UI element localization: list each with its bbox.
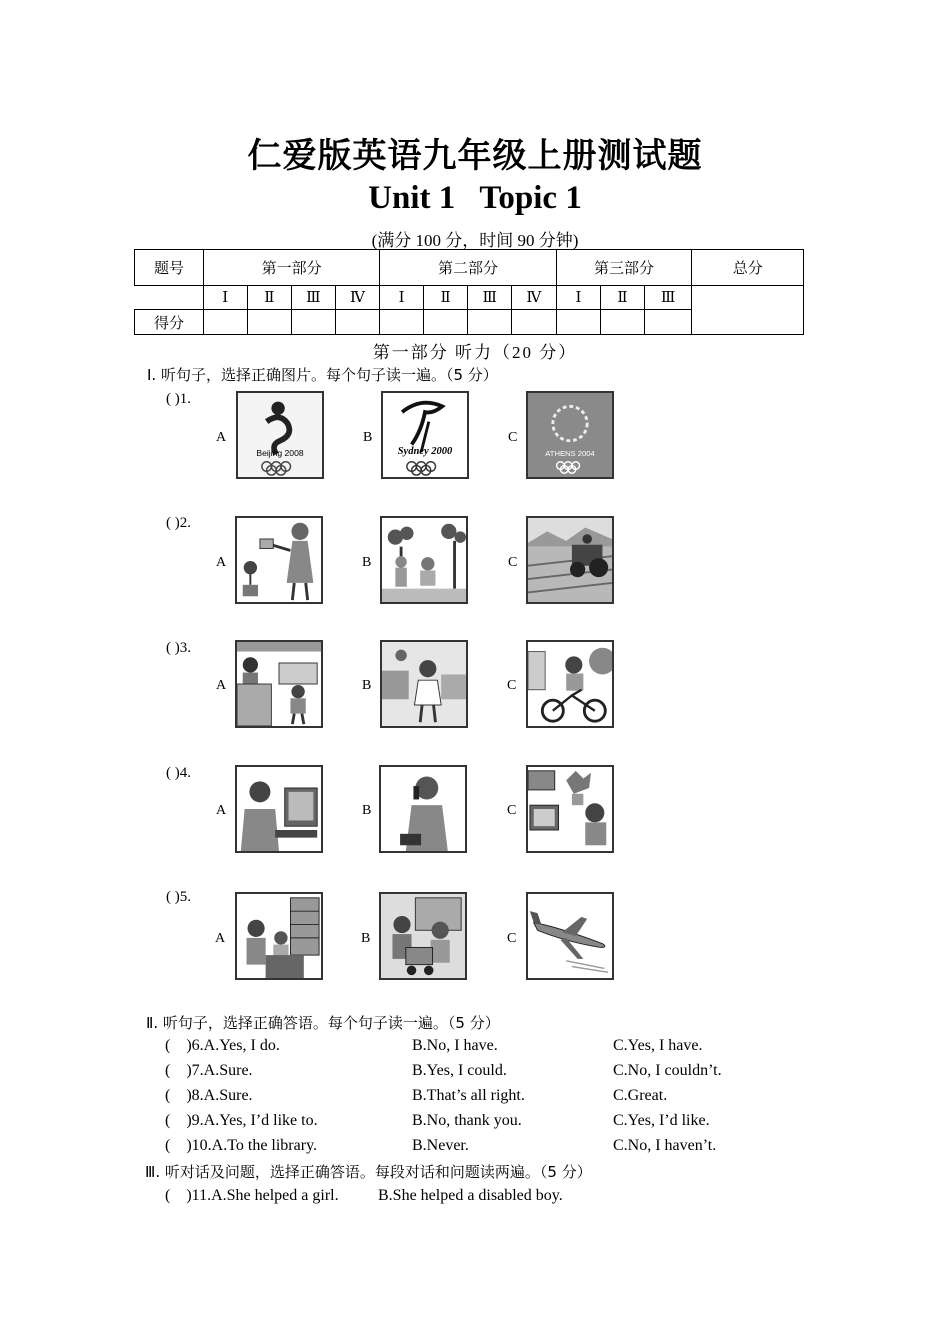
score-header-part1: 第一部分 xyxy=(203,250,379,286)
score-col: Ⅰ xyxy=(380,286,424,310)
score-time-note: (满分 100 分，时间 90 分钟) xyxy=(371,231,579,250)
sydney-2000-caption: Sydney 2000 xyxy=(397,446,453,458)
option-label: C xyxy=(508,555,518,570)
score-cell xyxy=(468,310,512,335)
q7-option-c: C.No, I couldn’t. xyxy=(613,1062,722,1079)
score-header-part2: 第二部分 xyxy=(380,250,556,286)
option-label: A xyxy=(215,931,226,946)
children-planting-trees-picture xyxy=(380,516,468,604)
option-label: A xyxy=(216,803,227,818)
q7-option-b: B.Yes, I could. xyxy=(412,1062,507,1079)
q10-option-a: ( )10.A.To the library. xyxy=(165,1137,318,1154)
page-subtitle: Unit 1 Topic 1 xyxy=(368,180,582,216)
boy-watching-tv-picture xyxy=(526,765,614,853)
question-number: ( )4. xyxy=(166,765,191,781)
q11-option-b: B.She helped a disabled boy. xyxy=(378,1187,563,1204)
q10-option-b: B.Never. xyxy=(412,1137,469,1154)
score-col: Ⅰ xyxy=(203,286,247,310)
page-title: 仁爱版英语九年级上册测试题 xyxy=(247,136,703,176)
q8-option-b: B.That’s all right. xyxy=(412,1087,525,1104)
score-col: Ⅳ xyxy=(335,286,380,310)
option-label: C xyxy=(507,931,517,946)
option-label: C xyxy=(507,803,517,818)
question-number: ( )1. xyxy=(166,391,191,407)
q6-option-a: ( )6.A.Yes, I do. xyxy=(165,1037,280,1054)
q9-option-a: ( )9.A.Yes, I’d like to. xyxy=(165,1112,318,1129)
option-label: B xyxy=(362,803,372,818)
score-col: Ⅰ xyxy=(556,286,601,310)
man-at-computer-picture xyxy=(235,765,323,853)
score-cell xyxy=(423,310,468,335)
score-cell xyxy=(335,310,380,335)
question-number: ( )3. xyxy=(166,640,191,656)
section2-heading: Ⅱ. 听句子，选择正确答语。每个句子读一遍。（5 分） xyxy=(146,1014,500,1032)
score-header-part3: 第三部分 xyxy=(556,250,692,286)
airplane-picture xyxy=(526,892,614,980)
score-header-total: 总分 xyxy=(692,250,804,286)
girl-riding-bike-picture xyxy=(526,640,614,728)
q9-option-b: B.No, thank you. xyxy=(412,1112,522,1129)
score-col: Ⅲ xyxy=(292,286,336,310)
score-table xyxy=(134,249,804,335)
beijing-2008-caption: Beijing 2008 xyxy=(256,448,304,458)
score-col: Ⅱ xyxy=(247,286,292,310)
score-blank-cell xyxy=(135,286,204,310)
sydney-2000-logo-picture xyxy=(381,391,469,479)
score-total-cell xyxy=(692,286,804,335)
option-label: B xyxy=(362,678,372,693)
option-label: C xyxy=(507,678,517,693)
option-label: A xyxy=(216,555,227,570)
q6-option-c: C.Yes, I have. xyxy=(613,1037,703,1054)
score-col: Ⅲ xyxy=(644,286,692,310)
woman-on-phone-picture xyxy=(379,765,467,853)
score-cell xyxy=(247,310,292,335)
q8-option-c: C.Great. xyxy=(613,1087,668,1104)
score-cell xyxy=(644,310,692,335)
question-number: ( )2. xyxy=(166,515,191,531)
score-row-label: 得分 xyxy=(135,310,204,335)
tractor-field-picture xyxy=(526,516,614,604)
option-label: A xyxy=(216,678,227,693)
girl-watering-flower-picture xyxy=(235,516,323,604)
score-cell xyxy=(203,310,247,335)
score-cell xyxy=(292,310,336,335)
part1-heading: 第一部分 听力（20 分） xyxy=(372,343,578,362)
q8-option-a: ( )8.A.Sure. xyxy=(165,1087,253,1104)
score-col: Ⅲ xyxy=(468,286,512,310)
section1-heading: Ⅰ. 听句子，选择正确图片。每个句子读一遍。（5 分） xyxy=(147,366,498,384)
score-col: Ⅱ xyxy=(601,286,645,310)
option-label: B xyxy=(363,430,373,445)
q9-option-c: C.Yes, I’d like. xyxy=(613,1112,710,1129)
girl-at-counter-picture xyxy=(235,640,323,728)
score-cell xyxy=(380,310,424,335)
athens-2004-logo-picture xyxy=(526,391,614,479)
athens-2004-caption: ATHENS 2004 xyxy=(545,449,595,458)
q11-option-a: ( )11.A.She helped a girl. xyxy=(165,1187,339,1204)
q7-option-a: ( )7.A.Sure. xyxy=(165,1062,253,1079)
q6-option-b: B.No, I have. xyxy=(412,1037,498,1054)
beijing-2008-logo-picture xyxy=(236,391,324,479)
option-label: B xyxy=(361,931,371,946)
score-cell xyxy=(556,310,601,335)
girl-walking-picture xyxy=(380,640,468,728)
score-col: Ⅱ xyxy=(423,286,468,310)
option-label: B xyxy=(362,555,372,570)
score-header-number: 题号 xyxy=(135,250,204,286)
score-col: Ⅳ xyxy=(512,286,557,310)
score-cell xyxy=(601,310,645,335)
option-label: C xyxy=(508,430,518,445)
section3-heading: Ⅲ. 听对话及问题，选择正确答语。每段对话和问题读两遍。（5 分） xyxy=(145,1163,592,1181)
score-cell xyxy=(512,310,557,335)
kids-with-cart-picture xyxy=(379,892,467,980)
kids-at-library-picture xyxy=(235,892,323,980)
q10-option-c: C.No, I haven’t. xyxy=(613,1137,717,1154)
question-number: ( )5. xyxy=(166,889,191,905)
option-label: A xyxy=(216,430,227,445)
